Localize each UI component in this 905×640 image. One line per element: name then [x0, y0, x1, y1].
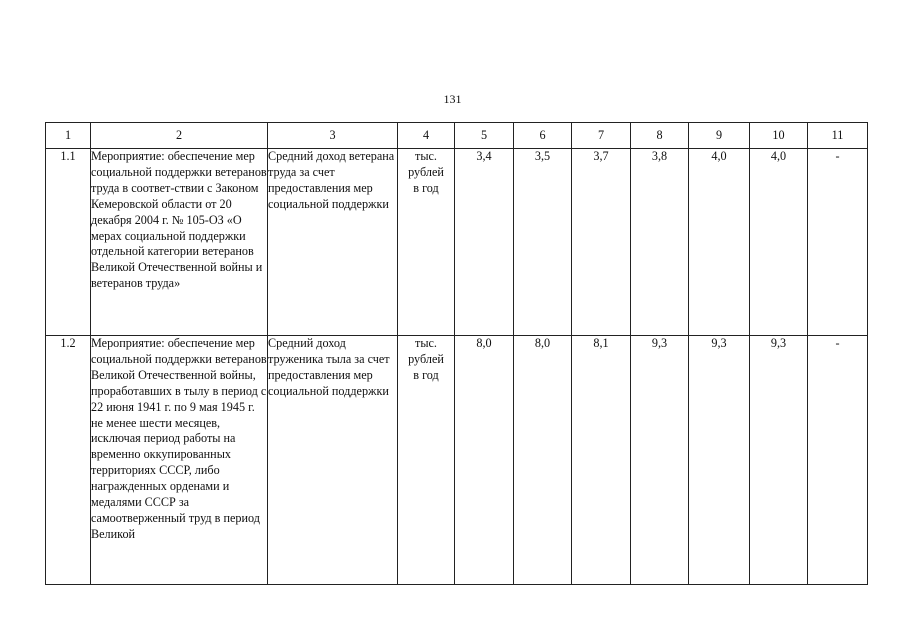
column-header: 10 [750, 123, 808, 149]
value-cell: 4,0 [750, 149, 808, 336]
unit-of-measure: тыс. рублей в год [398, 149, 455, 336]
column-header: 8 [631, 123, 689, 149]
column-header: 6 [514, 123, 572, 149]
value-cell: 9,3 [750, 336, 808, 585]
indicator-name: Средний доход труженика тыла за счет предоставления мер социальной поддержки [268, 336, 398, 585]
value-cell: 8,1 [572, 336, 631, 585]
value-cell: - [808, 336, 868, 585]
column-header: 9 [689, 123, 750, 149]
page-number: 131 [443, 92, 462, 106]
value-cell: 8,0 [514, 336, 572, 585]
table-row [46, 149, 868, 336]
unit-of-measure: тыс. рублей в год [398, 336, 455, 585]
column-header: 7 [572, 123, 631, 149]
measure-description: Мероприятие: обеспечение мер социальной поддержки ветеранов Великой Отечественной войны, проработавших в тылу в период с 22 июня 1941 г. по 9 мая 1945 г. не менее шести месяцев, исключая период работы на временно оккупированных территориях СССР, либо награжденных орденами и медалями СССР за самоотверженный труд в период Великой [91, 336, 268, 585]
measure-description: Мероприятие: обеспечение мер социальной поддержки ветеранов труда в соответ-ствии с Законом Кемеровской области от 20 декабря 2004 г. № 105-ОЗ «О мерах социальной поддержки отдельной категории ветеранов Великой Отечественной войны и ветеранов труда» [91, 149, 268, 336]
column-header: 2 [91, 123, 268, 149]
indicators-table [45, 122, 868, 585]
table-row [46, 336, 868, 585]
value-cell: 9,3 [631, 336, 689, 585]
column-header: 4 [398, 123, 455, 149]
indicator-name: Средний доход ветерана труда за счет предоставления мер социальной поддержки [268, 149, 398, 336]
value-cell: - [808, 149, 868, 336]
value-cell: 3,5 [514, 149, 572, 336]
value-cell: 9,3 [689, 336, 750, 585]
value-cell: 8,0 [455, 336, 514, 585]
value-cell: 4,0 [689, 149, 750, 336]
column-header: 11 [808, 123, 868, 149]
column-header: 5 [455, 123, 514, 149]
column-header: 3 [268, 123, 398, 149]
value-cell: 3,4 [455, 149, 514, 336]
row-number: 1.2 [46, 336, 91, 585]
value-cell: 3,8 [631, 149, 689, 336]
value-cell: 3,7 [572, 149, 631, 336]
column-header: 1 [46, 123, 91, 149]
row-number: 1.1 [46, 149, 91, 336]
table-header-row [46, 123, 868, 149]
